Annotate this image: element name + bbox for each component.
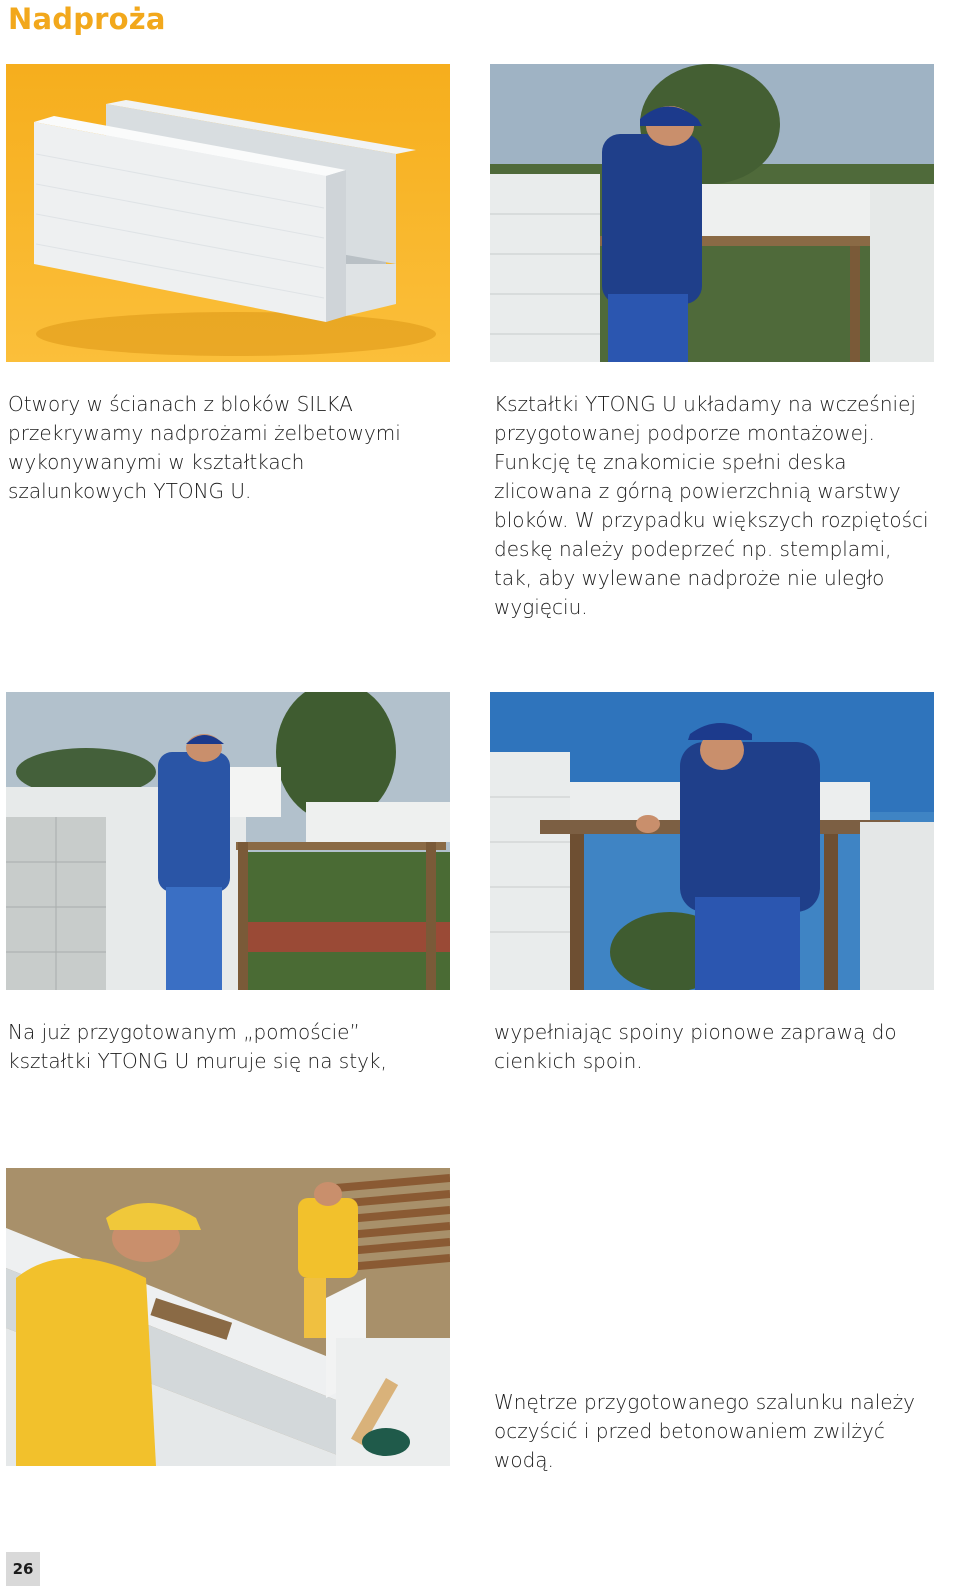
caption-cleaning: Wnętrze przygotowanego szalunku należy oczyścić i przed betonowaniem zwilżyć wodą. bbox=[494, 1390, 915, 1472]
page-title: Nadproża bbox=[8, 2, 166, 36]
caption-masonry: Na już przygotowanym „pomoście” kształtki YTONG U muruje się na styk, bbox=[8, 1020, 387, 1073]
workers-cleaning-formwork-photo bbox=[6, 1168, 450, 1466]
u-block-product-photo bbox=[6, 64, 450, 362]
worker-filling-joints-photo bbox=[490, 692, 934, 990]
page-number: 26 bbox=[6, 1552, 40, 1586]
caption-placement: Kształtki YTONG U układamy na wcześniej przygotowanej podporze montażowej. Funkcję tę znakomicie spełni deska zlicowana z górną powierzchnią warstwy bloków. W przypadku większych rozpiętości deskę należy podeprzeć np. stemplami, tak, aby wylewane nadproże nie uległo wygięciu. bbox=[494, 392, 929, 619]
worker-laying-blocks-photo bbox=[6, 692, 450, 990]
caption-intro: Otwory w ścianach z bloków SILKA przekrywamy nadprożami żelbetowymi wykonywanymi w kształtkach szalunkowych YTONG U. bbox=[8, 392, 401, 503]
caption-joints: wypełniając spoiny pionowe zaprawą do cienkich spoin. bbox=[494, 1020, 897, 1073]
worker-placing-block-photo bbox=[490, 64, 934, 362]
